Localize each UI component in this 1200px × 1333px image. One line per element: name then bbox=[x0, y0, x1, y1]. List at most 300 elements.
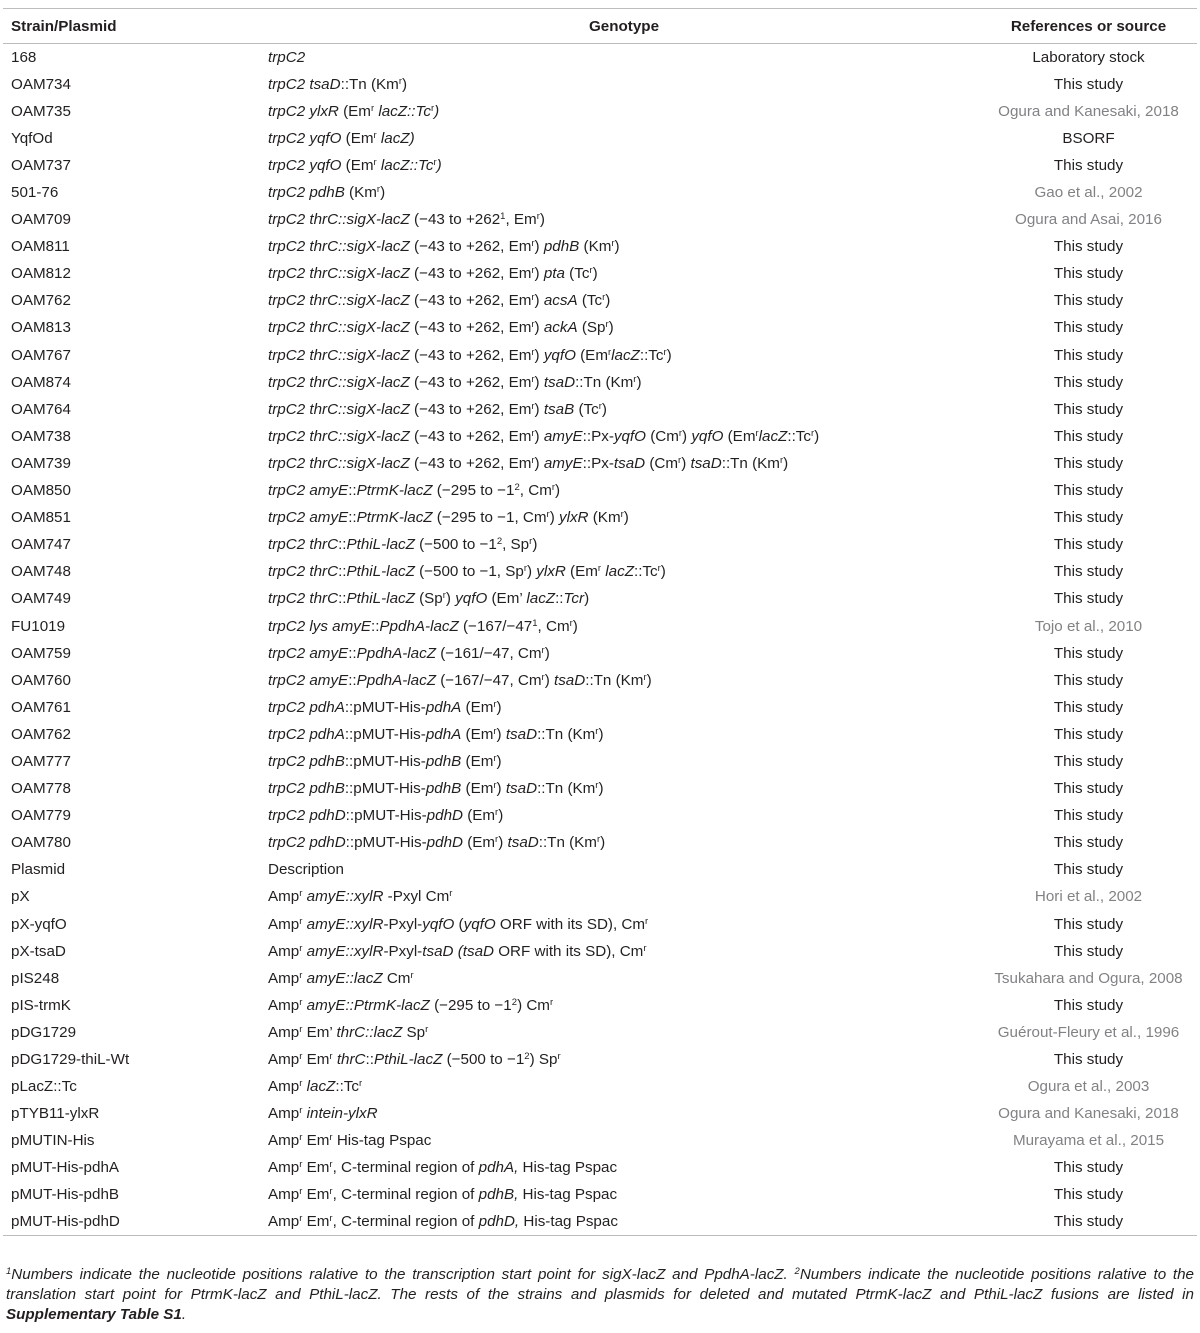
table-row bbox=[3, 667, 1197, 694]
strain-name-cell: pX-tsaD bbox=[11, 942, 66, 960]
genotype-text: (Em bbox=[575, 346, 608, 364]
genotype-cell bbox=[268, 179, 980, 206]
genotype-text: tsaD bbox=[505, 725, 538, 743]
genotype-text: r bbox=[493, 752, 497, 764]
genotype-text: ::pMUT-His- bbox=[345, 807, 427, 825]
genotype-text: r bbox=[299, 1023, 303, 1035]
genotype-cell bbox=[268, 667, 980, 694]
strain-name-cell: OAM777 bbox=[11, 752, 71, 770]
genotype-text: r bbox=[531, 454, 535, 466]
reference-cell: BSORF bbox=[1062, 129, 1115, 147]
genotype-text: r bbox=[329, 1132, 333, 1144]
genotype-text: Amp bbox=[268, 1132, 300, 1150]
strain-name-cell: OAM762 bbox=[11, 292, 71, 310]
genotype-text: amyE::xylR bbox=[306, 888, 384, 906]
genotype-text: (−500 to −1 bbox=[414, 536, 497, 554]
genotype-text: trpC2 thrC::sigX-lacZ bbox=[268, 238, 410, 256]
genotype-cell bbox=[268, 748, 980, 775]
genotype-text: (Sp bbox=[414, 590, 443, 608]
genotype-cell bbox=[268, 1181, 980, 1208]
genotype-text: :: bbox=[348, 482, 357, 500]
genotype-text: pdhB bbox=[543, 238, 580, 256]
genotype-text: 2 bbox=[511, 996, 518, 1008]
genotype-text: r bbox=[645, 915, 649, 927]
table-row bbox=[3, 721, 1197, 748]
genotype-text: Description bbox=[268, 861, 344, 879]
genotype-text: (Tc bbox=[577, 292, 603, 310]
genotype-text: ) bbox=[534, 238, 544, 256]
genotype-text: (Em bbox=[461, 780, 494, 798]
genotype-text: ) bbox=[592, 265, 598, 283]
genotype-text: (Tc bbox=[574, 400, 599, 418]
genotype-cell bbox=[268, 775, 980, 802]
genotype-text: pdhB bbox=[425, 780, 462, 798]
genotype-text: trpC2 tsaD bbox=[268, 75, 341, 93]
genotype-text: PpdhA-lacZ bbox=[356, 671, 436, 689]
genotype-text: 2 bbox=[524, 1051, 530, 1063]
reference-cell: Ogura and Kanesaki, 2018 bbox=[998, 102, 1179, 120]
reference-cell: This study bbox=[980, 1209, 1197, 1236]
strain-name-cell: OAM767 bbox=[11, 346, 71, 364]
reference-cell: This study bbox=[1053, 698, 1124, 716]
strain-name-cell: pMUT-His-pdhB bbox=[11, 1186, 120, 1204]
genotype-text: PtrmK-lacZ bbox=[356, 509, 433, 527]
genotype-text: (−167/−47 bbox=[458, 617, 533, 635]
strain-name-cell: OAM749 bbox=[11, 590, 71, 608]
genotype-cell bbox=[268, 856, 980, 883]
genotype-text: r bbox=[531, 319, 535, 331]
genotype-cell bbox=[268, 829, 980, 856]
genotype-text: r bbox=[551, 482, 556, 494]
genotype-text: lacZ bbox=[758, 427, 788, 445]
genotype-text: r bbox=[678, 427, 683, 439]
genotype-text: yqfO bbox=[455, 590, 488, 608]
genotype-text: trpC2 thrC::sigX-lacZ bbox=[268, 319, 410, 337]
genotype-cell bbox=[268, 206, 980, 233]
genotype-text: tsaD (tsaD bbox=[422, 942, 494, 960]
reference-cell: Tsukahara and Ogura, 2008 bbox=[994, 969, 1183, 987]
genotype-text: r bbox=[531, 427, 535, 439]
genotype-text: r bbox=[557, 1051, 561, 1063]
genotype-text: -Pxyl Cm bbox=[383, 888, 450, 906]
genotype-text: ::Tn (Km bbox=[575, 373, 634, 391]
genotype-text: r bbox=[602, 292, 606, 304]
genotype-text: :: bbox=[348, 509, 357, 527]
header-genotype: Genotype bbox=[268, 9, 980, 44]
reference-cell: This study bbox=[1053, 752, 1124, 770]
genotype-text: (−43 to +262, Em bbox=[409, 319, 532, 337]
genotype-text: r bbox=[607, 346, 612, 358]
genotype-cell bbox=[268, 1073, 980, 1100]
genotype-text: yqfO bbox=[543, 346, 576, 364]
strain-name-cell: pDG1729-thiL-Wt bbox=[11, 1051, 130, 1069]
genotype-text: r bbox=[299, 1105, 303, 1117]
genotype-text: :: bbox=[555, 590, 564, 608]
genotype-cell bbox=[268, 423, 980, 450]
table-row bbox=[3, 450, 1197, 477]
table-row bbox=[3, 369, 1197, 396]
genotype-text: pdhA bbox=[425, 725, 462, 743]
strain-name-cell: OAM735 bbox=[11, 102, 71, 120]
genotype-text: intein-ylxR bbox=[306, 1105, 378, 1123]
genotype-text: r bbox=[449, 888, 453, 900]
genotype-text: tsaD bbox=[690, 454, 722, 472]
genotype-text: ( bbox=[454, 915, 464, 933]
genotype-text: r bbox=[493, 725, 497, 737]
genotype-text: Sp bbox=[402, 1023, 426, 1041]
strain-name-cell: Plasmid bbox=[11, 861, 66, 879]
genotype-text: (Em bbox=[461, 698, 494, 716]
strain-name-cell: OAM734 bbox=[11, 75, 71, 93]
reference-cell: This study bbox=[1053, 861, 1124, 879]
genotype-text: acsA bbox=[543, 292, 578, 310]
table-row bbox=[3, 71, 1197, 98]
genotype-text: thrC::lacZ bbox=[336, 1023, 403, 1041]
genotype-text: ::Px- bbox=[582, 454, 614, 472]
genotype-text: trpC2 pdhD bbox=[268, 807, 346, 825]
genotype-text: ) bbox=[598, 780, 604, 798]
table-footnote bbox=[6, 1265, 1194, 1325]
genotype-text: ) bbox=[445, 590, 456, 608]
strain-name-cell: pIS248 bbox=[11, 969, 60, 987]
genotype-text: pdhA bbox=[425, 698, 462, 716]
genotype-text: r bbox=[442, 590, 446, 602]
strain-name-cell: OAM761 bbox=[11, 698, 71, 716]
reference-cell: This study bbox=[1053, 509, 1124, 527]
genotype-text: trpC2 thrC bbox=[268, 563, 339, 581]
genotype-text: ) bbox=[544, 671, 554, 689]
genotype-text: , Em bbox=[505, 211, 537, 229]
genotype-cell bbox=[268, 911, 980, 938]
genotype-text: lacZ bbox=[605, 563, 634, 581]
genotype-text: (Km bbox=[579, 238, 612, 256]
genotype-text: (Em bbox=[462, 807, 496, 825]
genotype-text: amyE::xylR bbox=[306, 942, 384, 960]
genotype-text: ) bbox=[608, 319, 614, 337]
reference-cell: This study bbox=[1053, 1051, 1124, 1069]
genotype-text: , C-terminal region of bbox=[332, 1159, 479, 1177]
genotype-text: trpC2 pdhA bbox=[268, 725, 345, 743]
genotype-text: r bbox=[376, 184, 381, 196]
genotype-text: lacZ::Tc bbox=[374, 102, 431, 120]
strain-name-cell: OAM811 bbox=[11, 238, 70, 256]
genotype-text: ) bbox=[600, 834, 606, 852]
genotype-text: yqfO bbox=[691, 427, 724, 445]
genotype-text: ) bbox=[498, 807, 504, 825]
genotype-text: ::Tc bbox=[639, 346, 664, 364]
genotype-text: r bbox=[299, 1186, 303, 1198]
genotype-text: yqfO bbox=[422, 915, 455, 933]
genotype-text: -Pxyl- bbox=[383, 915, 423, 933]
genotype-text: trpC2 pdhA bbox=[268, 698, 345, 716]
genotype-text: ) bbox=[534, 346, 544, 364]
genotype-text: tsaD bbox=[613, 454, 646, 472]
genotype-text: ) bbox=[534, 319, 544, 337]
strain-name-cell: OAM759 bbox=[11, 644, 71, 662]
genotype-text: ) bbox=[532, 536, 538, 554]
genotype-text: trpC2 thrC::sigX-lacZ bbox=[268, 373, 410, 391]
genotype-text: :: bbox=[365, 1051, 374, 1069]
genotype-text: ) bbox=[402, 75, 408, 93]
reference-cell: This study bbox=[1053, 427, 1124, 445]
genotype-text: ) bbox=[555, 482, 561, 500]
table-row bbox=[3, 829, 1197, 856]
genotype-text: r bbox=[299, 915, 303, 927]
genotype-text: ::Tn (Km bbox=[537, 780, 596, 798]
genotype-text: r bbox=[329, 1159, 333, 1171]
genotype-text: ackA bbox=[543, 319, 578, 337]
reference-cell: This study bbox=[1053, 238, 1124, 256]
genotype-text: Cm bbox=[382, 969, 411, 987]
genotype-text: trpC2 thrC bbox=[268, 590, 339, 608]
table-row bbox=[3, 314, 1197, 341]
genotype-text: Amp bbox=[268, 915, 300, 933]
genotype-text: ) bbox=[681, 454, 691, 472]
genotype-cell bbox=[268, 71, 980, 98]
reference-cell: Gao et al., 2002 bbox=[1034, 184, 1143, 202]
genotype-text: trpC2 thrC::sigX-lacZ bbox=[268, 427, 410, 445]
reference-cell: This study bbox=[1053, 1186, 1124, 1204]
genotype-text: r bbox=[663, 346, 667, 358]
genotype-text: (−295 to −1 bbox=[429, 996, 512, 1014]
strain-name-cell: 501-76 bbox=[11, 184, 59, 202]
genotype-text: trpC2 pdhB bbox=[268, 780, 345, 798]
genotype-text: ::pMUT-His- bbox=[344, 780, 426, 798]
genotype-cell bbox=[268, 1154, 980, 1181]
genotype-text: r bbox=[425, 1023, 429, 1035]
genotype-text: :: bbox=[338, 590, 347, 608]
genotype-text: r bbox=[299, 888, 303, 900]
genotype-text: lacZ bbox=[306, 1078, 336, 1096]
reference-cell: This study bbox=[1053, 373, 1124, 391]
genotype-cell bbox=[268, 802, 980, 829]
table-row bbox=[3, 911, 1197, 938]
footnote-text: Supplementary Table S1 bbox=[6, 1306, 182, 1323]
genotype-text: Em bbox=[302, 1159, 330, 1177]
genotype-text: ) bbox=[534, 292, 544, 310]
genotype-text: Amp bbox=[268, 1078, 300, 1096]
genotype-cell bbox=[268, 558, 980, 585]
genotype-text: ) bbox=[534, 427, 544, 445]
table-row bbox=[3, 1073, 1197, 1100]
genotype-text: r bbox=[493, 698, 497, 710]
genotype-text: ::pMUT-His- bbox=[344, 752, 426, 770]
genotype-cell bbox=[268, 1127, 980, 1154]
genotype-text: r bbox=[493, 780, 497, 792]
genotype-text: ::Tn (Km bbox=[340, 75, 399, 93]
genotype-cell bbox=[268, 1209, 980, 1236]
genotype-text: trpC2 amyE bbox=[268, 671, 349, 689]
genotype-text: amyE bbox=[543, 427, 583, 445]
genotype-text: r bbox=[678, 454, 682, 466]
genotype-text: 2 bbox=[514, 482, 520, 494]
genotype-cell bbox=[268, 504, 980, 531]
genotype-text: (Em bbox=[341, 129, 374, 147]
genotype-text: ::Px- bbox=[582, 427, 614, 445]
footnote-text: 1 bbox=[6, 1266, 12, 1277]
genotype-text: pta bbox=[543, 265, 565, 283]
reference-cell: Ogura et al., 2003 bbox=[1027, 1078, 1150, 1096]
reference-cell: Hori et al., 2002 bbox=[1034, 888, 1143, 906]
genotype-cell bbox=[268, 531, 980, 558]
table-row bbox=[3, 152, 1197, 179]
reference-cell: This study bbox=[1053, 319, 1124, 337]
genotype-text: ) bbox=[539, 211, 545, 229]
genotype-cell bbox=[268, 233, 980, 260]
genotype-text: tsaD bbox=[505, 780, 538, 798]
header-row bbox=[3, 9, 1197, 44]
genotype-text: r bbox=[329, 1186, 333, 1198]
genotype-text: ) bbox=[534, 373, 544, 391]
genotype-text: ) bbox=[436, 156, 442, 174]
genotype-text: PpdhA-lacZ bbox=[356, 644, 436, 662]
table-row bbox=[3, 1046, 1197, 1073]
genotype-text: trpC2 pdhB bbox=[268, 184, 345, 202]
genotype-text: ) bbox=[614, 238, 620, 256]
genotype-text: trpC2 bbox=[268, 48, 306, 66]
genotype-text: , Cm bbox=[519, 482, 552, 500]
table-row bbox=[3, 1019, 1197, 1046]
table-row bbox=[3, 1154, 1197, 1181]
genotype-text: trpC2 pdhD bbox=[268, 834, 346, 852]
genotype-text: r bbox=[541, 671, 545, 683]
reference-cell: This study bbox=[1053, 536, 1124, 554]
reference-cell: This study bbox=[1053, 482, 1124, 500]
reference-cell: This study bbox=[1053, 996, 1124, 1014]
genotype-text: ) bbox=[549, 509, 559, 527]
genotype-text: 2 bbox=[496, 536, 503, 548]
genotype-text: -Pxyl- bbox=[383, 942, 423, 960]
genotype-text: trpC2 thrC::sigX-lacZ bbox=[268, 454, 410, 472]
genotype-text: ) bbox=[534, 400, 544, 418]
table-row bbox=[3, 206, 1197, 233]
genotype-text: Amp bbox=[268, 888, 300, 906]
genotype-text: amyE::PtrmK-lacZ bbox=[306, 996, 430, 1014]
table-row bbox=[3, 179, 1197, 206]
genotype-text: (−500 to −1 bbox=[442, 1051, 525, 1069]
genotype-text: (Cm bbox=[645, 454, 679, 472]
genotype-text: trpC2 thrC::sigX-lacZ bbox=[268, 400, 410, 418]
reference-cell: This study bbox=[1053, 75, 1124, 93]
genotype-text: pdhB bbox=[425, 752, 462, 770]
genotype-text: ::pMUT-His- bbox=[344, 698, 426, 716]
footnote-text: 2 bbox=[794, 1266, 800, 1277]
strain-name-cell: pDG1729 bbox=[11, 1023, 77, 1041]
genotype-text: (Em bbox=[723, 427, 756, 445]
strain-name-cell: pLacZ::Tc bbox=[11, 1078, 77, 1096]
genotype-text: (−161/−47, Cm bbox=[436, 644, 542, 662]
genotype-text: r bbox=[299, 1078, 303, 1090]
genotype-text: ORF with its SD), Cm bbox=[495, 915, 646, 933]
genotype-text: r bbox=[595, 725, 599, 737]
genotype-text: trpC2 thrC bbox=[268, 536, 339, 554]
footnote-text: Numbers indicate the nucleotide positions ralative to the translation start point for PtrmK-lacZ and PthiL-lacZ. The rests of the strains and plasmids for deleted and mutated PtrmK-lacZ and PthiL-lacZ fusions are listed in bbox=[6, 1266, 1195, 1303]
genotype-text: pdhA, bbox=[478, 1159, 519, 1177]
genotype-cell bbox=[268, 721, 980, 748]
genotype-text: r bbox=[755, 427, 759, 439]
genotype-cell bbox=[268, 125, 980, 152]
table-row bbox=[3, 342, 1197, 369]
genotype-text: r bbox=[596, 834, 601, 846]
genotype-text: ) bbox=[623, 509, 629, 527]
genotype-text: r bbox=[611, 238, 615, 250]
table-row bbox=[3, 1209, 1197, 1236]
genotype-text: pdhD bbox=[426, 834, 463, 852]
strain-table bbox=[3, 8, 1197, 1236]
genotype-cell bbox=[268, 98, 980, 125]
genotype-text: tsaD bbox=[543, 373, 576, 391]
genotype-text: :: bbox=[338, 563, 347, 581]
genotype-text: ::Tn (Km bbox=[538, 834, 597, 852]
genotype-text: ylxR bbox=[559, 509, 589, 527]
genotype-text: Em bbox=[302, 1186, 330, 1204]
genotype-cell bbox=[268, 965, 980, 992]
strain-name-cell: OAM764 bbox=[11, 400, 71, 418]
genotype-cell bbox=[268, 477, 980, 504]
genotype-text: ::pMUT-His- bbox=[344, 725, 426, 743]
genotype-text: r bbox=[299, 1213, 303, 1225]
reference-cell: This study bbox=[1053, 725, 1124, 743]
genotype-cell bbox=[268, 450, 980, 477]
table-row bbox=[3, 883, 1197, 910]
genotype-text: (Em’ bbox=[487, 590, 527, 608]
reference-cell: This study bbox=[1053, 671, 1124, 689]
strain-name-cell: OAM779 bbox=[11, 807, 71, 825]
genotype-text: r bbox=[398, 75, 402, 87]
genotype-text: Amp bbox=[268, 969, 300, 987]
genotype-text: (−43 to +262, Em bbox=[409, 265, 532, 283]
genotype-text: , C-terminal region of bbox=[332, 1213, 479, 1231]
genotype-text: r bbox=[531, 373, 535, 385]
genotype-text: r bbox=[597, 563, 602, 575]
strain-name-cell: OAM874 bbox=[11, 373, 71, 391]
genotype-text: His-tag Pspac bbox=[519, 1213, 618, 1231]
genotype-text: r bbox=[633, 373, 637, 385]
genotype-text: ) Sp bbox=[529, 1051, 558, 1069]
table-row bbox=[3, 585, 1197, 612]
genotype-text: r bbox=[589, 265, 593, 277]
genotype-text: Em bbox=[302, 1051, 330, 1069]
strain-name-cell: OAM739 bbox=[11, 454, 71, 472]
genotype-cell bbox=[268, 612, 980, 639]
genotype-text: r bbox=[299, 942, 303, 954]
strain-name-cell: OAM748 bbox=[11, 563, 71, 581]
genotype-text: trpC2 lys amyE bbox=[268, 617, 371, 635]
genotype-text: r bbox=[370, 102, 375, 114]
genotype-text: ) bbox=[598, 725, 604, 743]
genotype-text: :: bbox=[338, 536, 347, 554]
strain-name-cell: OAM709 bbox=[11, 211, 71, 229]
table-row bbox=[3, 558, 1197, 585]
reference-cell: This study bbox=[1053, 807, 1124, 825]
genotype-text: ) bbox=[496, 725, 506, 743]
genotype-text: r bbox=[598, 400, 602, 412]
genotype-text: yqfO bbox=[613, 427, 646, 445]
genotype-text: ::Tn (Km bbox=[537, 725, 596, 743]
genotype-cell bbox=[268, 938, 980, 965]
reference-cell: This study bbox=[1053, 400, 1124, 418]
strain-name-cell: OAM812 bbox=[11, 265, 71, 283]
strain-name-cell: OAM738 bbox=[11, 427, 71, 445]
strain-name-cell: OAM850 bbox=[11, 482, 71, 500]
strain-name-cell: pX-yqfO bbox=[11, 915, 67, 933]
genotype-text: ORF with its SD), Cm bbox=[493, 942, 644, 960]
genotype-text: r bbox=[299, 969, 303, 981]
genotype-text: Tcr bbox=[563, 590, 585, 608]
genotype-text: r bbox=[373, 156, 377, 168]
genotype-text: (−295 to −1, Cm bbox=[432, 509, 547, 527]
table-header bbox=[3, 9, 1197, 44]
